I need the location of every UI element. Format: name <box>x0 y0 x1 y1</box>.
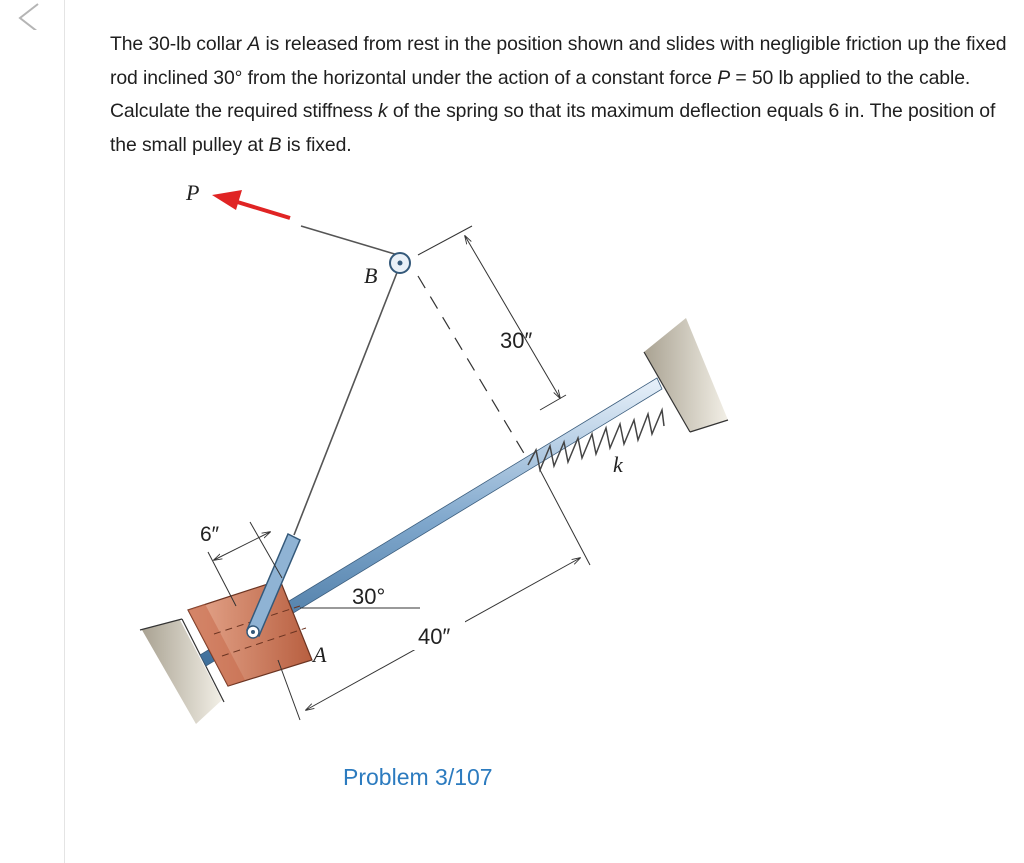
figure-caption: Problem 3/107 <box>343 764 493 790</box>
dimension-30in <box>418 226 566 410</box>
problem-text-5: is fixed. <box>281 133 352 156</box>
label-6in: 6″ <box>200 523 220 546</box>
right-wall-support <box>644 318 728 432</box>
problem-text-2: is released from rest in the position shown and slides with negligible friction up the fixed rod inclined 30° from the horizontal under the action of a constant force <box>110 33 1007 89</box>
pulley-B <box>390 253 410 273</box>
label-k: k <box>613 452 623 477</box>
variable-B: B <box>268 133 282 156</box>
label-angle-30: 30° <box>352 584 386 609</box>
label-30in: 30″ <box>500 328 533 353</box>
force-P-arrow <box>212 190 290 218</box>
problem-text-4: of the spring so that its maximum deflection equals 6 in. The position of the small pulley at <box>110 100 996 156</box>
variable-A: A <box>247 33 261 55</box>
problem-text-1: The 30-lb collar <box>110 33 248 55</box>
cable <box>294 226 398 535</box>
label-P: P <box>186 180 200 205</box>
problem-text-3: = 50 lb applied to the cable. Calculate the required stiffness <box>110 66 971 122</box>
dashed-reference-line <box>418 276 525 455</box>
label-A: A <box>313 642 327 667</box>
variable-P: P <box>717 66 731 89</box>
label-40in: 40″ <box>418 624 451 649</box>
label-B: B <box>364 263 378 288</box>
dimension-40in <box>278 470 590 720</box>
variable-k: k <box>377 100 388 122</box>
